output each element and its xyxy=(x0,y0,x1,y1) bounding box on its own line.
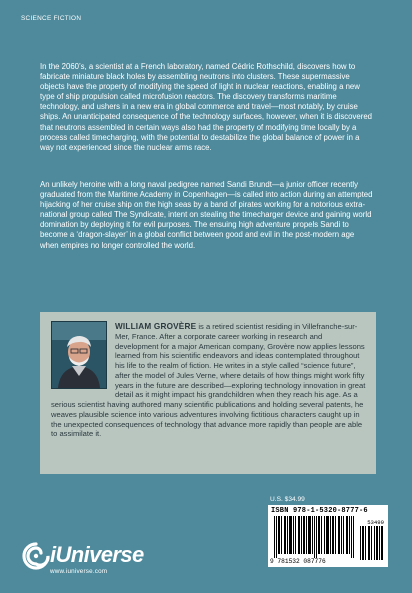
price: U.S. $34.99 xyxy=(270,496,305,503)
publisher-name: iUniverse xyxy=(50,542,144,567)
genre-label: SCIENCE FICTION xyxy=(21,15,82,22)
author-bio-text: is a retired scientist residing in Villefranche-sur-Mer, France. After a corporate career working in research and development for a major American company, Grovère now applies lessons learned from his scientific endeavors and ideas contemplated throughout his life to the realm of fiction. He writes in a style called “science future”, after the model of Jules Verne, where details of how things might work fifty years in the future are described—exploring technology innovation in great detail as it might impact his grandchildren when they reach his age. As a serious scientist having authored many scientific publications and holding several patents, he weaves plausible science into various adventures involving fictitious characters caught up in the unexpected consequences of technology that advance more rapidly than people are able to assimilate it. xyxy=(51,322,366,439)
blurb-paragraph-2: An unlikely heroine with a long naval pedigree named Sandi Brundt—a junior officer recently graduated from the Maritime Academy in Copenhagen—is called into action during an attempted hijacking of her cruise ship on the high seas by a band of pirates working for a notorious extra-national group called The Syndicate, intent on stealing the timecharger device and gaining world domination by deploying it for evil purposes. The ensuing high adventure propels Sandi to become a ‘dragon-slayer’ in a global conflict between good and evil in the post-modern age when empires no longer controlled the world. xyxy=(40,180,373,250)
author-bio xyxy=(51,322,367,439)
author-box xyxy=(40,312,376,474)
barcode xyxy=(268,505,388,567)
barcode-addon: 53499 xyxy=(367,519,384,526)
author-name: WILLIAM GROVÈRE xyxy=(115,322,197,331)
publisher-logo xyxy=(22,538,157,578)
barcode-digits: 9 781532 087776 xyxy=(270,558,326,565)
blurb-paragraph-1: In the 2060’s, a scientist at a French laboratory, named Cédric Rothschild, discovers how to fabricate miniature black holes by assembling neutrons into clusters. These supermassive objects have the property of modifying the speed of light in nuclear reactions, enabling a new type of ship propulsion called microfusion reactors. The discovery transforms maritime technology, and ushers in a new era in global commerce and travel—most notably, by cruise ships. An unanticipated consequence of the technology surfaces, however, when it is discovered that neutrons assembled in certain ways also had the property of modifying time locally by a process called timecharging, with the potential to destabilize the global balance of power in a way not experienced since the nuclear arms race. xyxy=(40,62,373,152)
isbn-label: ISBN 978-1-5320-8777-6 xyxy=(271,507,368,515)
publisher-website: www.iuniverse.com xyxy=(50,568,108,575)
swirl-logo-icon xyxy=(22,542,50,570)
